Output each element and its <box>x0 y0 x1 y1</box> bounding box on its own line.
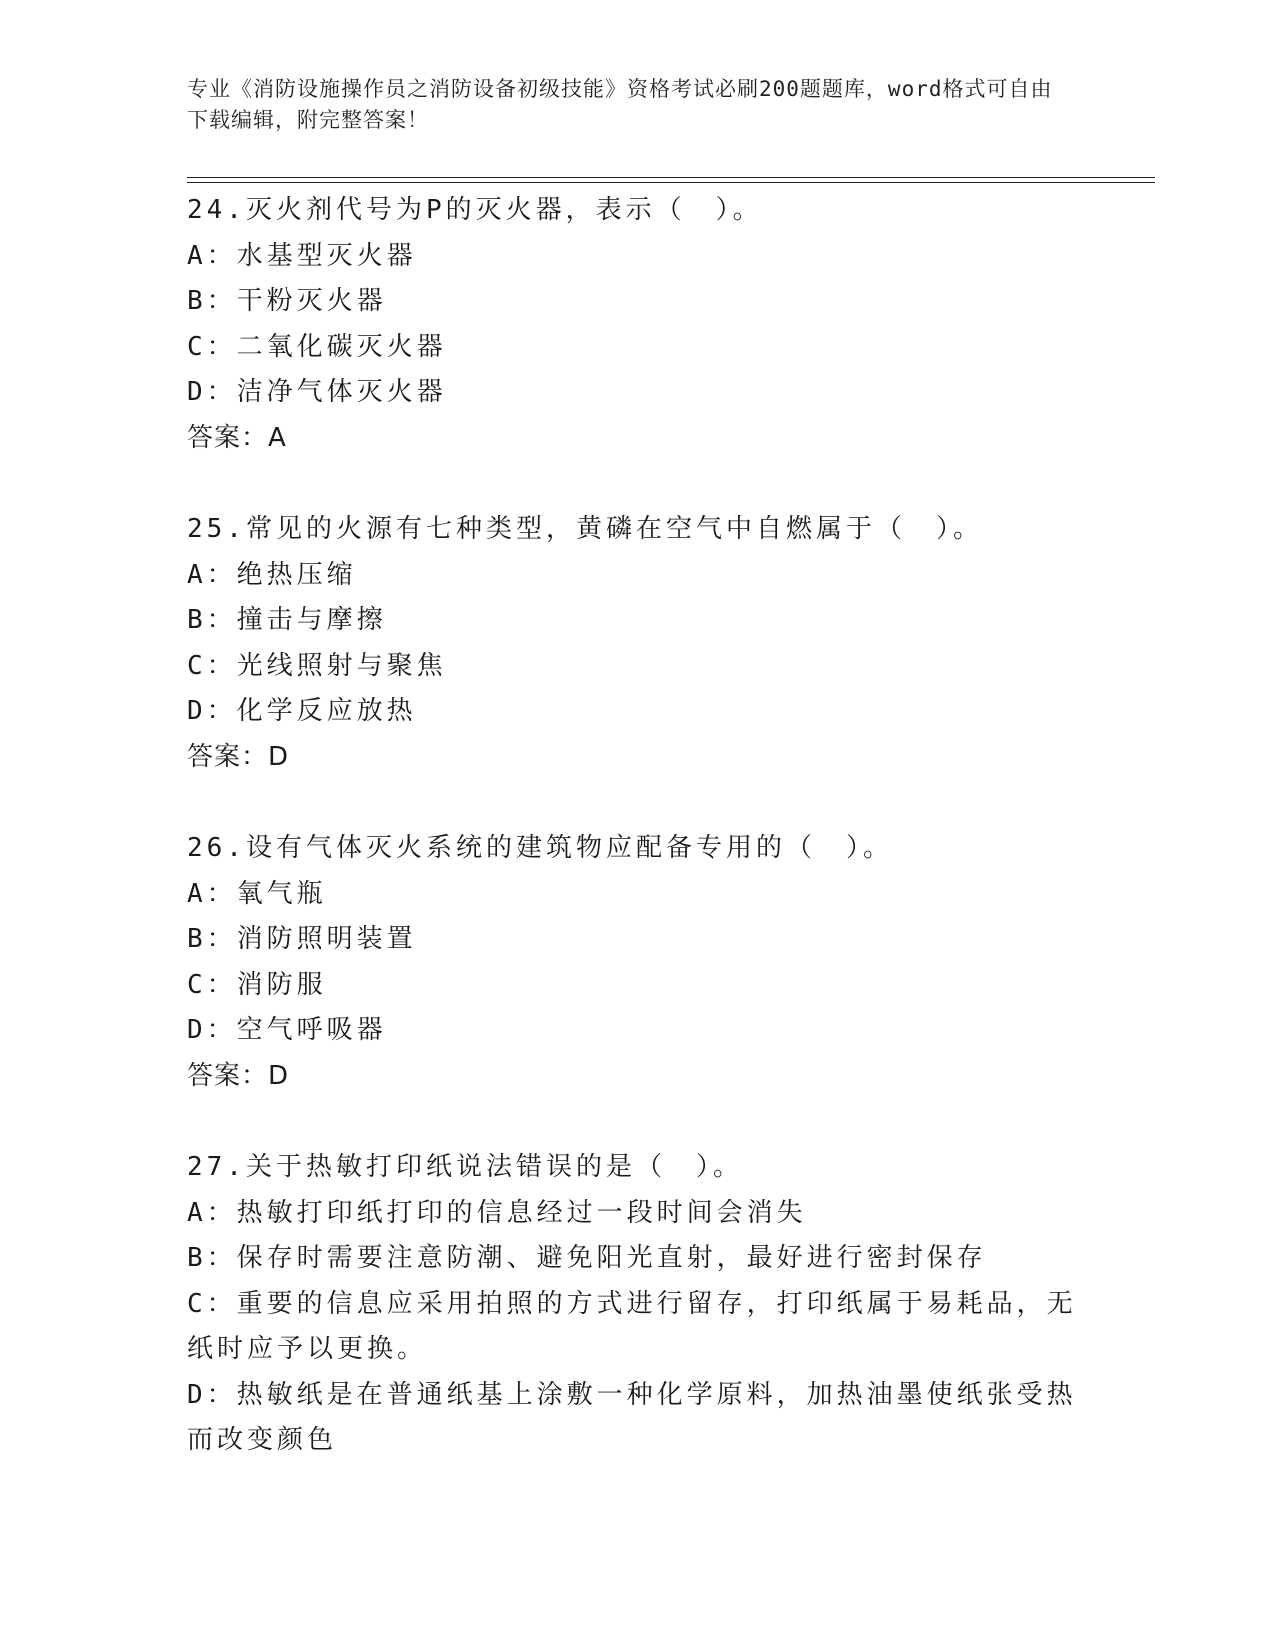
document-header: 专业《消防设施操作员之消防设备初级技能》资格考试必刷200题题库，word格式可自由下载编辑，附完整答案！ <box>187 77 1053 132</box>
answer-label: 答案：D <box>187 741 290 772</box>
option-c: C：光线照射与聚焦 <box>187 650 447 681</box>
option-d: D：热敏纸是在普通纸基上涂敷一种化学原料，加热油墨使纸张受热而改变颜色 <box>187 1379 1077 1455</box>
option-c: C：二氧化碳灭火器 <box>187 331 447 362</box>
option-b: B：干粉灭火器 <box>187 286 387 316</box>
option-c: C：消防服 <box>187 969 327 1000</box>
question-26 <box>187 826 1087 1099</box>
question-27 <box>187 1145 1087 1464</box>
option-a: A：绝热压缩 <box>187 559 357 590</box>
question-25 <box>187 507 1087 780</box>
question-stem: 24.灭火剂代号为P的灭火器，表示（ ）。 <box>187 195 763 225</box>
option-d: D：化学反应放热 <box>187 696 417 726</box>
question-stem: 27.关于热敏打印纸说法错误的是（ ）。 <box>187 1152 743 1182</box>
option-b: B：保存时需要注意防潮、避免阳光直射，最好进行密封保存 <box>187 1243 987 1273</box>
option-a: A：氧气瓶 <box>187 878 327 909</box>
option-a: A：水基型灭火器 <box>187 240 417 271</box>
option-c: C：重要的信息应采用拍照的方式进行留存，打印纸属于易耗品，无纸时应予以更换。 <box>187 1288 1077 1364</box>
answer-label: 答案：A <box>187 422 287 453</box>
option-b: B：撞击与摩擦 <box>187 605 387 635</box>
question-stem: 26.设有气体灭火系统的建筑物应配备专用的（ ）。 <box>187 833 893 863</box>
option-a: A：热敏打印纸打印的信息经过一段时间会消失 <box>187 1197 807 1228</box>
question-24 <box>187 188 1087 461</box>
option-d: D：空气呼吸器 <box>187 1015 387 1045</box>
option-b: B：消防照明装置 <box>187 924 417 954</box>
option-d: D：洁净气体灭火器 <box>187 377 447 407</box>
header-rule-top <box>187 177 1155 178</box>
header-rule-bottom <box>187 182 1155 183</box>
answer-label: 答案：D <box>187 1060 290 1091</box>
question-stem: 25.常见的火源有七种类型，黄磷在空气中自燃属于（ ）。 <box>187 514 983 544</box>
